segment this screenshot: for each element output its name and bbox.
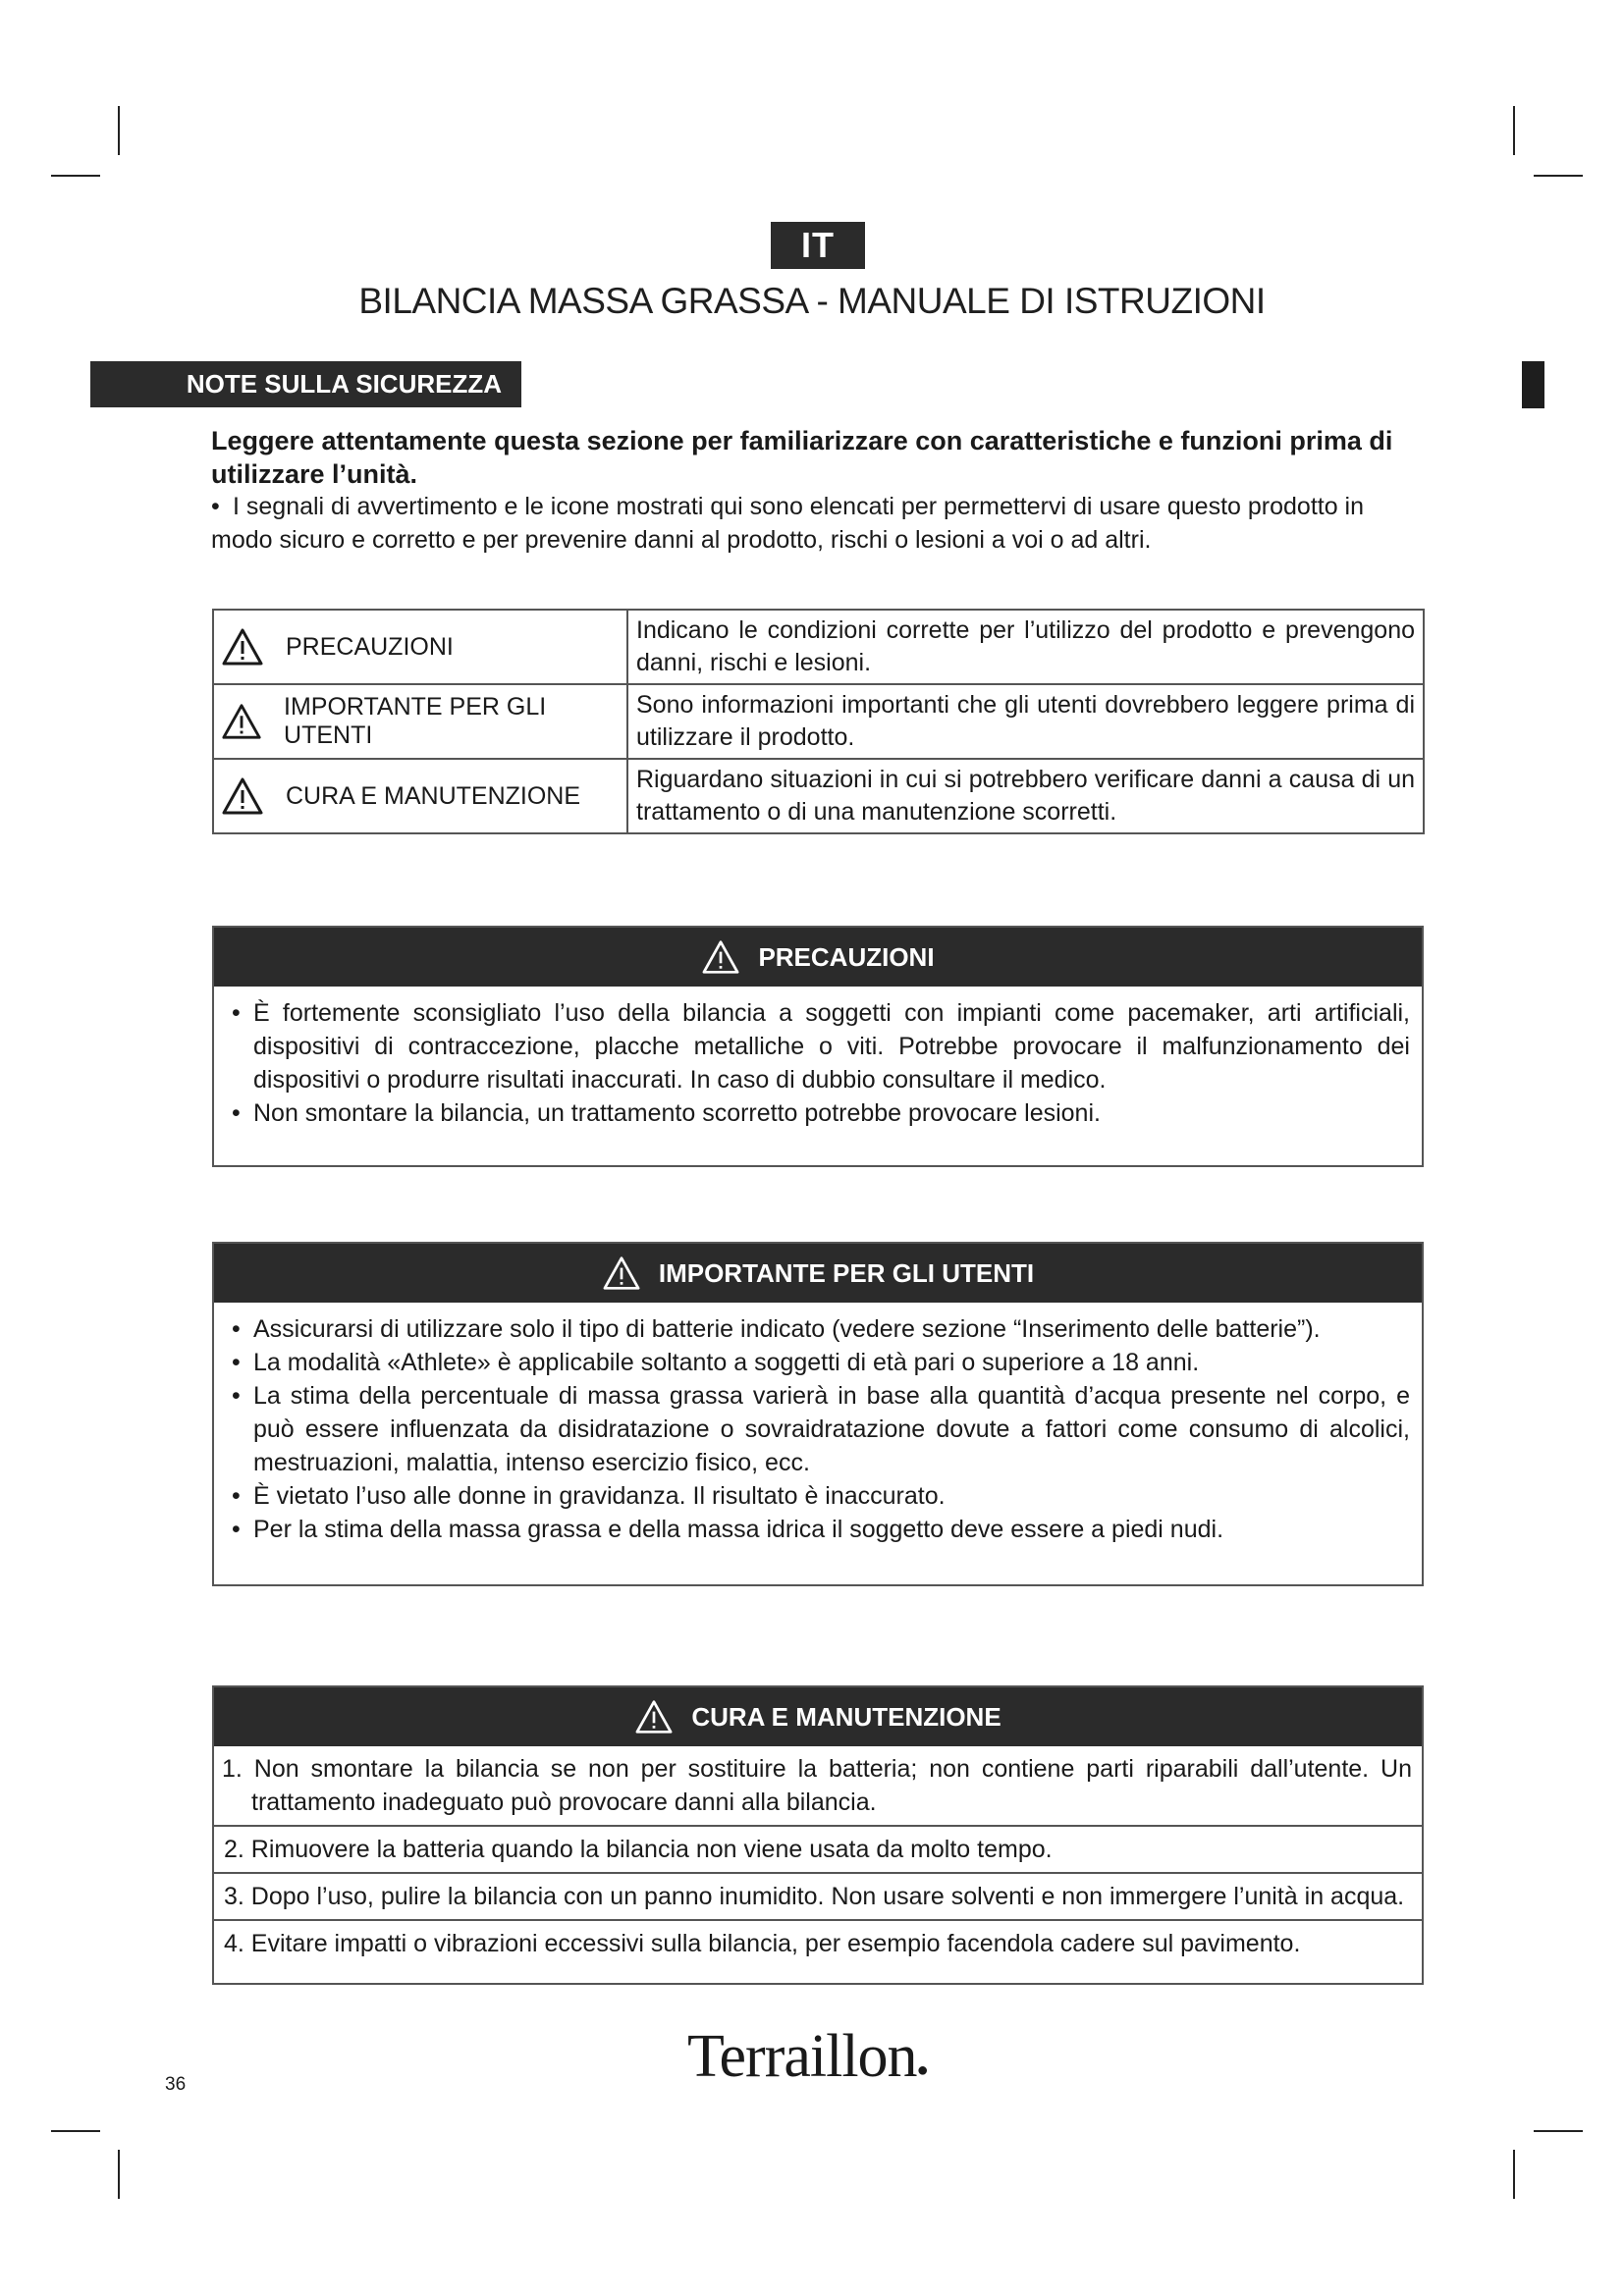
side-marker: [1522, 361, 1544, 408]
warning-triangle-icon: [221, 627, 264, 667]
warning-triangle-icon: [221, 702, 262, 741]
table-row: [213, 759, 1424, 833]
warning-triangle-icon: [602, 1255, 641, 1291]
intro-text: Leggere attentamente questa sezione per familiarizzare con caratteristiche e funzioni prima di utilizzare l’unità.: [211, 426, 1393, 489]
legend-key: PRECAUZIONI: [286, 632, 454, 661]
box-title: PRECAUZIONI: [758, 941, 935, 972]
legend-key: IMPORTANTE PER GLI UTENTI: [284, 693, 547, 749]
list-item: 2. Rimuovere la batteria quando la bilancia non viene usata da molto tempo.: [214, 1825, 1422, 1872]
crop-mark: [1534, 175, 1583, 177]
language-badge: IT: [771, 222, 865, 269]
list-item: • Per la stima della massa grassa e della massa idrica il soggetto deve essere a piedi nudi.: [232, 1516, 1224, 1543]
box-header: [214, 1687, 1422, 1746]
important-users-box: [212, 1242, 1424, 1586]
table-row: [213, 684, 1424, 759]
legend-key: CURA E MANUTENZIONE: [286, 781, 581, 810]
brand-logo: Terraillon●: [687, 2023, 928, 2090]
page-number: 36: [165, 2074, 187, 2095]
list-item: 4. Evitare impatti o vibrazioni eccessivi sulla bilancia, per esempio facendola cadere sul pavimento.: [214, 1919, 1422, 1966]
page-title: BILANCIA MASSA GRASSA - MANUALE DI ISTRUZIONI: [358, 281, 1266, 321]
bullet-glyph: •: [211, 493, 220, 520]
warning-triangle-icon: [634, 1699, 674, 1735]
crop-mark: [1513, 2150, 1515, 2199]
crop-mark: [118, 2150, 120, 2199]
section-heading-label: NOTE SULLA SICUREZZA: [186, 369, 502, 399]
section-heading-safety: [90, 361, 521, 407]
list-item: 1. Non smontare la bilancia se non per sostituire la batteria; non contiene parti riparabili dall’utente. Un trattamento inadeguato può provocare danni alla bilancia.: [222, 1755, 1412, 1816]
brand-logo-text: Terraillon: [687, 2023, 917, 2090]
warning-triangle-icon: [701, 939, 740, 975]
crop-mark: [118, 106, 120, 155]
warning-legend-table: [212, 609, 1425, 834]
warning-triangle-icon: [221, 776, 264, 816]
intro-bullet: [211, 490, 1429, 557]
list-item: • Non smontare la bilancia, un trattamento scorretto potrebbe provocare lesioni.: [232, 1099, 1101, 1127]
list-item: • Assicurarsi di utilizzare solo il tipo di batterie indicato (vedere sezione “Inserimento delle batterie”).: [232, 1315, 1321, 1343]
crop-mark: [1534, 2130, 1583, 2132]
box-title: CURA E MANUTENZIONE: [691, 1701, 1001, 1732]
legend-description: Sono informazioni importanti che gli utenti dovrebbero leggere prima di utilizzare il prodotto.: [627, 684, 1424, 759]
crop-mark: [51, 175, 100, 177]
table-row: [213, 610, 1424, 684]
box-header: [214, 1244, 1422, 1303]
crop-mark: [51, 2130, 100, 2132]
list-item: • La modalità «Athlete» è applicabile soltanto a soggetti di età pari o superiore a 18 anni.: [232, 1349, 1200, 1376]
list-item: • La stima della percentuale di massa grassa varierà in base alla quantità d’acqua presente nel corpo, e può essere influenzata da disidratazione o sovraidratazione dovute a fattori come consumo di alcolici, mestruazioni, malattia, intenso esercizio fisico, ecc.: [232, 1382, 1410, 1476]
legend-description: Indicano le condizioni corrette per l’utilizzo del prodotto e prevengono danni, rischi e lesioni.: [627, 610, 1424, 684]
crop-mark: [1513, 106, 1515, 155]
list-item: 3. Dopo l’uso, pulire la bilancia con un panno inumidito. Non usare solventi e non immergere l’unità in acqua.: [214, 1872, 1422, 1919]
care-maintenance-box: [212, 1685, 1424, 1985]
box-title: IMPORTANTE PER GLI UTENTI: [658, 1257, 1035, 1288]
list-item: • È vietato l’uso alle donne in gravidanza. Il risultato è inaccurato.: [232, 1482, 946, 1510]
list-item: • È fortemente sconsigliato l’uso della bilancia a soggetti con impianti come pacemaker, arti artificiali, dispositivi di contraccezione, placche metalliche o viti. Potrebbe provocare il malfunzionamento dei dispositivi o produrre risultati inaccurati. In caso di dubbio consultare il medico.: [232, 999, 1410, 1094]
box-header: [214, 928, 1422, 987]
precautions-box: [212, 926, 1424, 1167]
legend-description: Riguardano situazioni in cui si potrebbero verificare danni a causa di un trattamento o di una manutenzione scorretti.: [627, 759, 1424, 833]
intro-bullet-text: I segnali di avvertimento e le icone mostrati qui sono elencati per permettervi di usare questo prodotto in modo sicuro e corretto e per prevenire danni al prodotto, rischi o lesioni a voi o ad altri.: [211, 493, 1365, 554]
